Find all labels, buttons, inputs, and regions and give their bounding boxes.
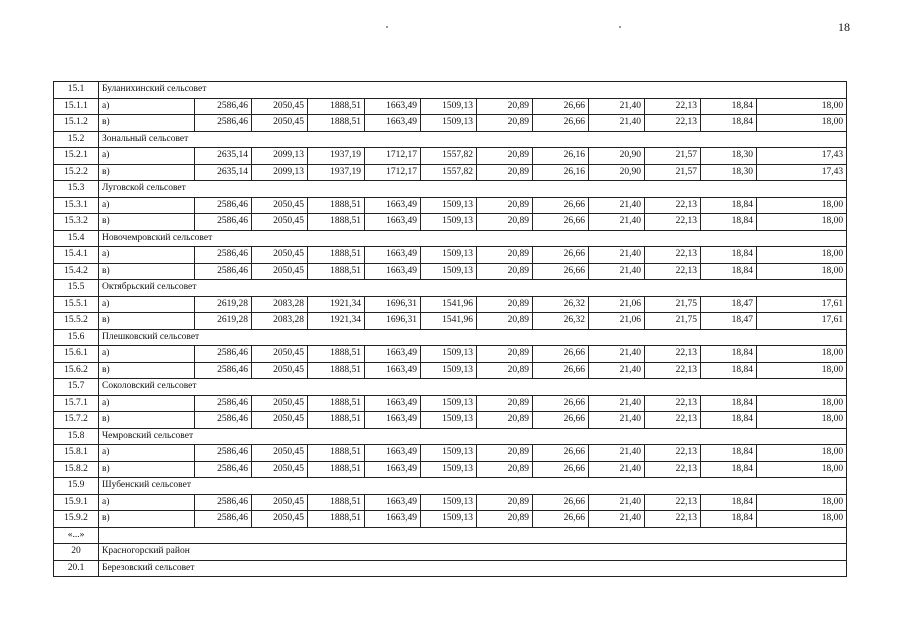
- cell-value: 1888,51: [308, 445, 365, 462]
- cell-value: 26,16: [533, 148, 589, 165]
- cell-value: 1509,13: [421, 362, 477, 379]
- cell-value: 1663,49: [365, 461, 421, 478]
- cell-value: 1712,17: [365, 164, 421, 181]
- cell-value: 21,40: [589, 197, 645, 214]
- cell-value: 20,89: [477, 214, 533, 231]
- cell-value: 2586,46: [195, 461, 252, 478]
- cell-value: 18,00: [757, 214, 847, 231]
- cell-value: 1663,49: [365, 247, 421, 264]
- cell-value: 2586,46: [195, 214, 252, 231]
- row-code: 15.8.1: [54, 445, 99, 462]
- row-code: 15.8.2: [54, 461, 99, 478]
- section-name: Березовский сельсовет: [99, 560, 847, 577]
- cell-value: 2050,45: [252, 362, 308, 379]
- cell-value: 22,13: [645, 461, 701, 478]
- cell-value: 18,00: [757, 412, 847, 429]
- cell-value: 26,66: [533, 362, 589, 379]
- cell-value: 1509,13: [421, 494, 477, 511]
- cell-value: 1888,51: [308, 494, 365, 511]
- row-code: 15.6.2: [54, 362, 99, 379]
- cell-value: 17,43: [757, 148, 847, 165]
- row-code: 15.1: [54, 82, 99, 99]
- row-code: 15.2.1: [54, 148, 99, 165]
- row-code: 15.7.2: [54, 412, 99, 429]
- section-name: Новочемровский сельсовет: [99, 230, 847, 247]
- cell-value: 18,47: [701, 313, 757, 330]
- cell-value: 26,66: [533, 98, 589, 115]
- row-code: 15.7.1: [54, 395, 99, 412]
- cell-value: 1509,13: [421, 115, 477, 132]
- row-code: 15.6: [54, 329, 99, 346]
- scan-speck: [386, 26, 388, 28]
- cell-value: 18,84: [701, 214, 757, 231]
- cell-value: 2050,45: [252, 346, 308, 363]
- table-row: [54, 511, 847, 528]
- table-row: [54, 115, 847, 132]
- cell-value: 1663,49: [365, 445, 421, 462]
- cell-value: 21,40: [589, 214, 645, 231]
- cell-value: 20,89: [477, 395, 533, 412]
- cell-value: 26,66: [533, 247, 589, 264]
- cell-value: 1663,49: [365, 197, 421, 214]
- cell-value: 22,13: [645, 445, 701, 462]
- table-body: [54, 82, 847, 577]
- cell-value: 18,84: [701, 263, 757, 280]
- cell-value: 1509,13: [421, 511, 477, 528]
- cell-value: 18,00: [757, 98, 847, 115]
- cell-value: 21,75: [645, 313, 701, 330]
- cell-value: 1712,17: [365, 148, 421, 165]
- cell-value: 1921,34: [308, 313, 365, 330]
- cell-value: 1509,13: [421, 412, 477, 429]
- cell-value: 18,47: [701, 296, 757, 313]
- row-code: 15.4: [54, 230, 99, 247]
- cell-value: 18,84: [701, 395, 757, 412]
- table-row: [54, 214, 847, 231]
- table-row: [54, 164, 847, 181]
- cell-value: 1663,49: [365, 395, 421, 412]
- table-row: [54, 313, 847, 330]
- row-code: 20.1: [54, 560, 99, 577]
- cell-value: 2050,45: [252, 461, 308, 478]
- cell-value: 21,75: [645, 296, 701, 313]
- cell-value: 21,06: [589, 296, 645, 313]
- table-row: [54, 412, 847, 429]
- cell-value: 21,06: [589, 313, 645, 330]
- cell-value: 20,89: [477, 296, 533, 313]
- cell-value: 18,84: [701, 511, 757, 528]
- cell-value: 26,16: [533, 164, 589, 181]
- cell-value: 2586,46: [195, 115, 252, 132]
- cell-value: 26,66: [533, 214, 589, 231]
- cell-value: 20,90: [589, 164, 645, 181]
- row-label: а): [99, 197, 195, 214]
- section-row: [54, 280, 847, 297]
- row-code: 20: [54, 544, 99, 561]
- cell-value: 1921,34: [308, 296, 365, 313]
- section-row: [54, 544, 847, 561]
- row-label: а): [99, 346, 195, 363]
- cell-value: 21,40: [589, 346, 645, 363]
- row-code: 15.4.2: [54, 263, 99, 280]
- row-label: в): [99, 115, 195, 132]
- section-name: Буланихинский сельсовет: [99, 82, 847, 99]
- cell-value: 1557,82: [421, 164, 477, 181]
- cell-value: 20,89: [477, 362, 533, 379]
- row-label: в): [99, 164, 195, 181]
- cell-value: 2050,45: [252, 197, 308, 214]
- cell-value: 22,13: [645, 362, 701, 379]
- cell-value: 1663,49: [365, 362, 421, 379]
- row-label: в): [99, 511, 195, 528]
- cell-value: 20,89: [477, 461, 533, 478]
- cell-value: 1663,49: [365, 214, 421, 231]
- cell-value: 26,66: [533, 346, 589, 363]
- cell-value: 21,40: [589, 494, 645, 511]
- cell-value: 1557,82: [421, 148, 477, 165]
- cell-value: 20,89: [477, 412, 533, 429]
- section-row: [54, 329, 847, 346]
- cell-value: 18,00: [757, 263, 847, 280]
- cell-value: 18,84: [701, 412, 757, 429]
- row-code: 15.9: [54, 478, 99, 495]
- cell-value: 26,66: [533, 412, 589, 429]
- cell-value: 22,13: [645, 214, 701, 231]
- row-label: в): [99, 412, 195, 429]
- cell-value: 21,40: [589, 263, 645, 280]
- cell-value: 2050,45: [252, 98, 308, 115]
- cell-value: 18,84: [701, 346, 757, 363]
- cell-value: 21,57: [645, 164, 701, 181]
- cell-value: 1541,96: [421, 313, 477, 330]
- table-row: [54, 197, 847, 214]
- cell-value: 1509,13: [421, 346, 477, 363]
- cell-value: 21,40: [589, 511, 645, 528]
- cell-value: 1663,49: [365, 494, 421, 511]
- cell-value: 2635,14: [195, 164, 252, 181]
- cell-value: 1888,51: [308, 395, 365, 412]
- row-code: 15.7: [54, 379, 99, 396]
- table-row: [54, 263, 847, 280]
- cell-value: 2586,46: [195, 362, 252, 379]
- cell-value: 1509,13: [421, 98, 477, 115]
- cell-value: 2586,46: [195, 346, 252, 363]
- section-name: [99, 527, 847, 544]
- cell-value: 2050,45: [252, 494, 308, 511]
- cell-value: 18,84: [701, 247, 757, 264]
- cell-value: 1509,13: [421, 395, 477, 412]
- cell-value: 21,40: [589, 445, 645, 462]
- cell-value: 21,40: [589, 412, 645, 429]
- cell-value: 21,40: [589, 395, 645, 412]
- row-label: а): [99, 98, 195, 115]
- cell-value: 1696,31: [365, 313, 421, 330]
- cell-value: 1888,51: [308, 115, 365, 132]
- cell-value: 26,32: [533, 313, 589, 330]
- section-name: Зональный сельсовет: [99, 131, 847, 148]
- table-row: [54, 461, 847, 478]
- cell-value: 18,30: [701, 148, 757, 165]
- page-number: 18: [838, 20, 850, 34]
- table-row: [54, 296, 847, 313]
- row-code: 15.3: [54, 181, 99, 198]
- cell-value: 18,00: [757, 115, 847, 132]
- cell-value: 2083,28: [252, 313, 308, 330]
- cell-value: 1888,51: [308, 362, 365, 379]
- cell-value: 2050,45: [252, 247, 308, 264]
- cell-value: 1663,49: [365, 263, 421, 280]
- cell-value: 21,40: [589, 247, 645, 264]
- cell-value: 2050,45: [252, 445, 308, 462]
- cell-value: 26,66: [533, 461, 589, 478]
- cell-value: 21,40: [589, 362, 645, 379]
- cell-value: 2635,14: [195, 148, 252, 165]
- cell-value: 22,13: [645, 395, 701, 412]
- row-code: 15.9.1: [54, 494, 99, 511]
- section-name: Луговской сельсовет: [99, 181, 847, 198]
- row-code: 15.4.1: [54, 247, 99, 264]
- cell-value: 1888,51: [308, 461, 365, 478]
- cell-value: 21,40: [589, 115, 645, 132]
- cell-value: 2050,45: [252, 412, 308, 429]
- cell-value: 22,13: [645, 197, 701, 214]
- row-code: 15.5: [54, 280, 99, 297]
- cell-value: 2099,13: [252, 148, 308, 165]
- cell-value: 2586,46: [195, 494, 252, 511]
- cell-value: 1663,49: [365, 412, 421, 429]
- cell-value: 20,89: [477, 445, 533, 462]
- cell-value: 26,66: [533, 511, 589, 528]
- table-row: [54, 148, 847, 165]
- section-row: [54, 181, 847, 198]
- cell-value: 20,89: [477, 197, 533, 214]
- cell-value: 18,00: [757, 494, 847, 511]
- cell-value: 17,61: [757, 313, 847, 330]
- cell-value: 2099,13: [252, 164, 308, 181]
- row-label: в): [99, 313, 195, 330]
- row-label: а): [99, 148, 195, 165]
- cell-value: 17,43: [757, 164, 847, 181]
- cell-value: 20,89: [477, 263, 533, 280]
- section-row: [54, 230, 847, 247]
- row-code: 15.1.1: [54, 98, 99, 115]
- cell-value: 2586,46: [195, 98, 252, 115]
- cell-value: 2050,45: [252, 395, 308, 412]
- cell-value: 2586,46: [195, 263, 252, 280]
- cell-value: 2586,46: [195, 445, 252, 462]
- cell-value: 20,89: [477, 494, 533, 511]
- table-row: [54, 395, 847, 412]
- section-row: [54, 527, 847, 544]
- cell-value: 1663,49: [365, 346, 421, 363]
- cell-value: 2050,45: [252, 115, 308, 132]
- cell-value: 22,13: [645, 98, 701, 115]
- cell-value: 22,13: [645, 412, 701, 429]
- cell-value: 2586,46: [195, 395, 252, 412]
- cell-value: 1888,51: [308, 214, 365, 231]
- cell-value: 2586,46: [195, 247, 252, 264]
- section-name: Красногорский район: [99, 544, 847, 561]
- cell-value: 2050,45: [252, 511, 308, 528]
- section-row: [54, 478, 847, 495]
- cell-value: 1509,13: [421, 445, 477, 462]
- cell-value: 20,89: [477, 313, 533, 330]
- row-code: 15.6.1: [54, 346, 99, 363]
- cell-value: 1888,51: [308, 346, 365, 363]
- table-row: [54, 346, 847, 363]
- cell-value: 18,84: [701, 494, 757, 511]
- table-row: [54, 494, 847, 511]
- row-label: а): [99, 494, 195, 511]
- cell-value: 2619,28: [195, 313, 252, 330]
- section-name: Шубенский сельсовет: [99, 478, 847, 495]
- table-row: [54, 445, 847, 462]
- section-row: [54, 428, 847, 445]
- scan-speck: [619, 26, 621, 28]
- row-code: 15.2: [54, 131, 99, 148]
- row-label: в): [99, 461, 195, 478]
- cell-value: 1937,19: [308, 148, 365, 165]
- cell-value: 18,84: [701, 115, 757, 132]
- cell-value: 26,66: [533, 395, 589, 412]
- cell-value: 20,89: [477, 164, 533, 181]
- cell-value: 20,89: [477, 98, 533, 115]
- cell-value: 18,00: [757, 461, 847, 478]
- cell-value: 2083,28: [252, 296, 308, 313]
- cell-value: 18,30: [701, 164, 757, 181]
- row-code: «...»: [54, 527, 99, 544]
- cell-value: 18,84: [701, 197, 757, 214]
- row-label: в): [99, 214, 195, 231]
- cell-value: 1696,31: [365, 296, 421, 313]
- cell-value: 1888,51: [308, 98, 365, 115]
- row-code: 15.5.1: [54, 296, 99, 313]
- cell-value: 1663,49: [365, 115, 421, 132]
- cell-value: 26,66: [533, 445, 589, 462]
- section-row: [54, 560, 847, 577]
- cell-value: 1509,13: [421, 263, 477, 280]
- cell-value: 18,00: [757, 346, 847, 363]
- cell-value: 20,89: [477, 511, 533, 528]
- cell-value: 22,13: [645, 247, 701, 264]
- cell-value: 26,66: [533, 115, 589, 132]
- cell-value: 17,61: [757, 296, 847, 313]
- row-code: 15.5.2: [54, 313, 99, 330]
- row-label: а): [99, 445, 195, 462]
- cell-value: 18,00: [757, 445, 847, 462]
- cell-value: 26,32: [533, 296, 589, 313]
- cell-value: 1663,49: [365, 98, 421, 115]
- row-code: 15.3.1: [54, 197, 99, 214]
- section-row: [54, 82, 847, 99]
- cell-value: 2586,46: [195, 511, 252, 528]
- cell-value: 18,00: [757, 247, 847, 264]
- cell-value: 2586,46: [195, 197, 252, 214]
- cell-value: 18,84: [701, 98, 757, 115]
- cell-value: 2586,46: [195, 412, 252, 429]
- cell-value: 2050,45: [252, 214, 308, 231]
- row-label: а): [99, 395, 195, 412]
- section-name: Плешковский сельсовет: [99, 329, 847, 346]
- cell-value: 1541,96: [421, 296, 477, 313]
- cell-value: 22,13: [645, 494, 701, 511]
- cell-value: 1888,51: [308, 197, 365, 214]
- cell-value: 26,66: [533, 263, 589, 280]
- cell-value: 20,89: [477, 346, 533, 363]
- cell-value: 22,13: [645, 346, 701, 363]
- table-row: [54, 362, 847, 379]
- section-row: [54, 131, 847, 148]
- section-name: Октябрьский сельсовет: [99, 280, 847, 297]
- cell-value: 1888,51: [308, 263, 365, 280]
- row-code: 15.2.2: [54, 164, 99, 181]
- cell-value: 1509,13: [421, 214, 477, 231]
- cell-value: 20,90: [589, 148, 645, 165]
- cell-value: 21,40: [589, 98, 645, 115]
- cell-value: 18,00: [757, 197, 847, 214]
- section-row: [54, 379, 847, 396]
- cell-value: 26,66: [533, 197, 589, 214]
- cell-value: 22,13: [645, 263, 701, 280]
- cell-value: 22,13: [645, 115, 701, 132]
- cell-value: 1509,13: [421, 197, 477, 214]
- cell-value: 1509,13: [421, 461, 477, 478]
- table-row: [54, 98, 847, 115]
- cell-value: 2619,28: [195, 296, 252, 313]
- cell-value: 18,84: [701, 445, 757, 462]
- cell-value: 20,89: [477, 115, 533, 132]
- table-row: [54, 247, 847, 264]
- cell-value: 18,00: [757, 511, 847, 528]
- cell-value: 22,13: [645, 511, 701, 528]
- cell-value: 21,40: [589, 461, 645, 478]
- cell-value: 26,66: [533, 494, 589, 511]
- cell-value: 18,84: [701, 362, 757, 379]
- row-code: 15.8: [54, 428, 99, 445]
- cell-value: 18,00: [757, 395, 847, 412]
- cell-value: 1888,51: [308, 412, 365, 429]
- cell-value: 20,89: [477, 148, 533, 165]
- row-code: 15.9.2: [54, 511, 99, 528]
- cell-value: 2050,45: [252, 263, 308, 280]
- cell-value: 20,89: [477, 247, 533, 264]
- tariff-table: [53, 81, 847, 577]
- cell-value: 1937,19: [308, 164, 365, 181]
- cell-value: 18,84: [701, 461, 757, 478]
- row-code: 15.1.2: [54, 115, 99, 132]
- row-label: а): [99, 247, 195, 264]
- cell-value: 1509,13: [421, 247, 477, 264]
- row-code: 15.3.2: [54, 214, 99, 231]
- row-label: в): [99, 263, 195, 280]
- cell-value: 18,00: [757, 362, 847, 379]
- section-name: Чемровский сельсовет: [99, 428, 847, 445]
- cell-value: 1663,49: [365, 511, 421, 528]
- cell-value: 1888,51: [308, 511, 365, 528]
- row-label: а): [99, 296, 195, 313]
- cell-value: 1888,51: [308, 247, 365, 264]
- row-label: в): [99, 362, 195, 379]
- section-name: Соколовский сельсовет: [99, 379, 847, 396]
- cell-value: 21,57: [645, 148, 701, 165]
